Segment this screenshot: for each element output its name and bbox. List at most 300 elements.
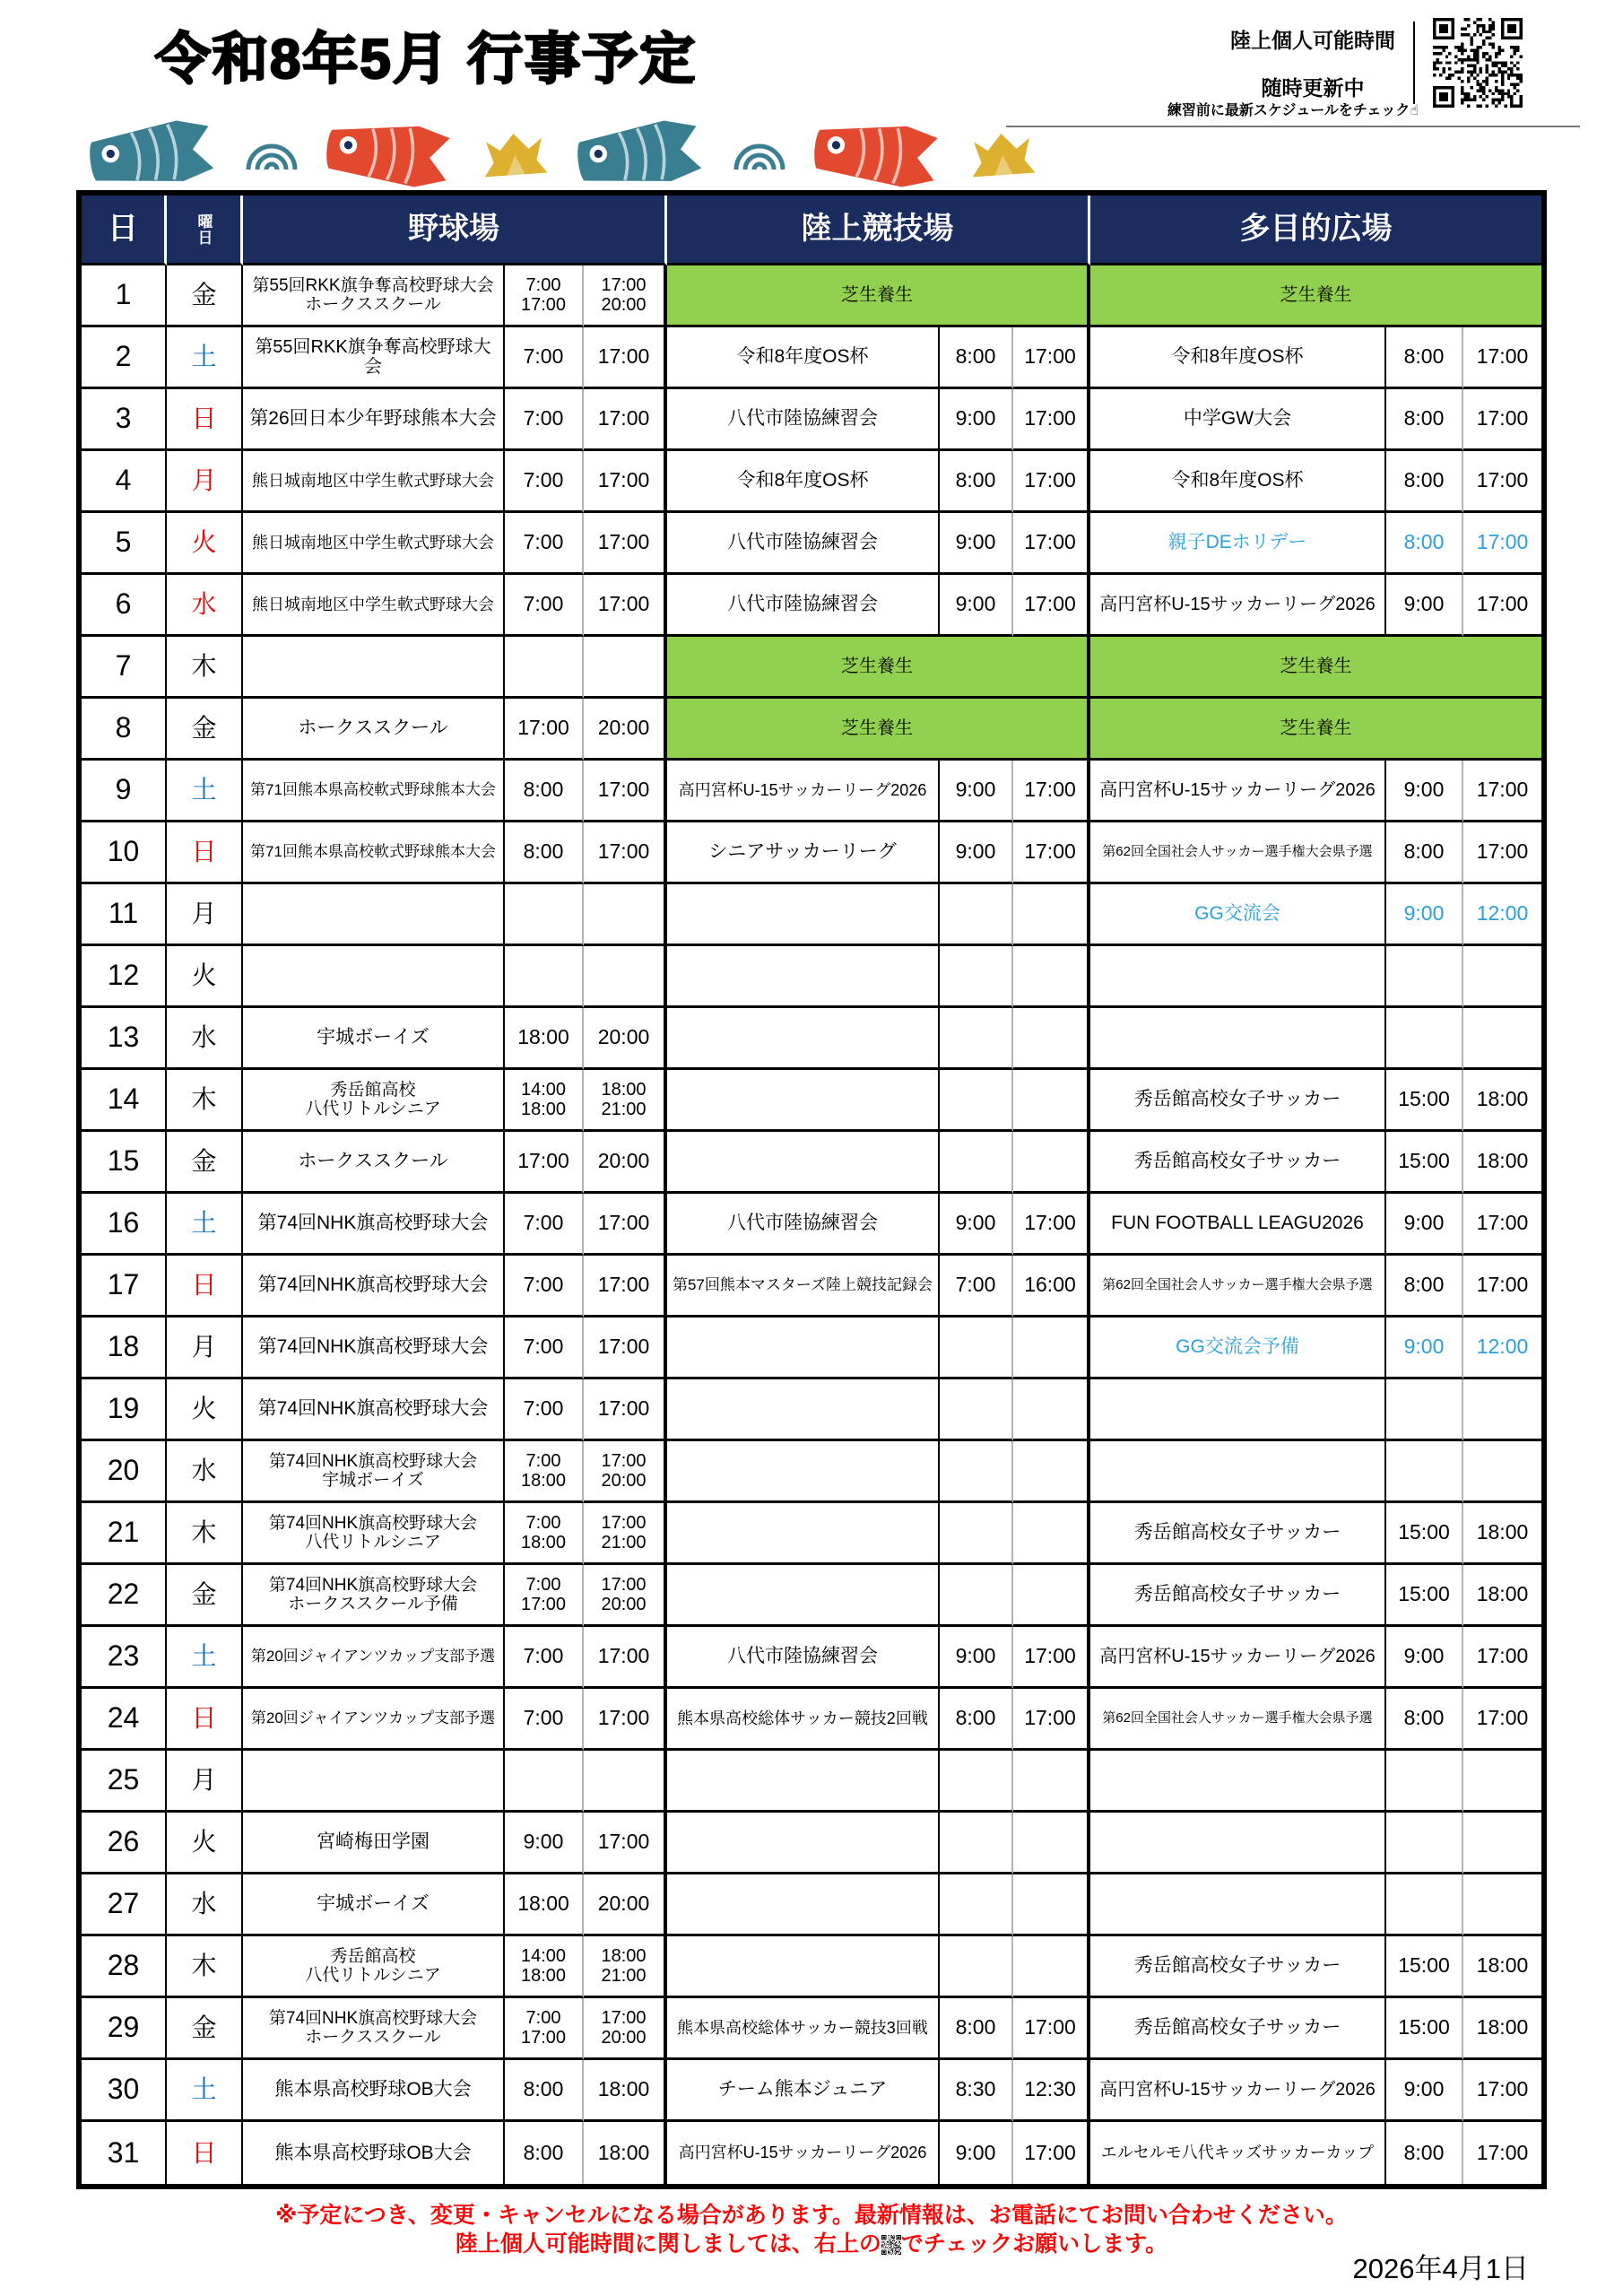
- end-time-cell: 18:00: [1463, 1132, 1541, 1194]
- date-cell: 26: [82, 1813, 167, 1874]
- end-time-cell: 18:00: [1463, 1070, 1541, 1132]
- start-time-cell: 7:00: [505, 575, 584, 637]
- start-time-cell: 8:00: [505, 2060, 584, 2122]
- start-time-cell: 9:00: [1386, 1318, 1463, 1379]
- event-cell: ホークススクール: [243, 699, 505, 761]
- event-cell: 高円宮杯U-15サッカーリーグ2026: [1090, 2060, 1386, 2122]
- event-cell: [667, 1132, 940, 1194]
- event-cell: 八代市陸協練習会: [667, 1627, 940, 1689]
- koinobori-decoration-row: [85, 120, 1036, 188]
- event-cell: 宇城ボーイズ: [243, 1008, 505, 1070]
- end-time-cell: [1013, 884, 1090, 946]
- turf-maintenance-cell: 芝生養生: [1090, 699, 1541, 761]
- event-cell: GG交流会: [1090, 884, 1386, 946]
- weekday-cell: 金: [167, 1132, 243, 1194]
- date-cell: 23: [82, 1627, 167, 1689]
- end-time-cell: 17:00: [584, 761, 667, 822]
- event-cell: 第20回ジャイアンツカップ支部予選: [243, 1627, 505, 1689]
- end-time-cell: 17:00: [1463, 2122, 1541, 2184]
- event-cell: 熊本県高校総体サッカー競技2回戦: [667, 1689, 940, 1751]
- event-cell: 令和8年度OS杯: [1090, 451, 1386, 513]
- date-cell: 20: [82, 1441, 167, 1503]
- column-header-athletics-stadium: 陸上競技場: [667, 196, 1090, 265]
- end-time-cell: 18:00 21:00: [584, 1070, 667, 1132]
- start-time-cell: 8:30: [940, 2060, 1013, 2122]
- end-time-cell: 18:00 21:00: [584, 1936, 667, 1998]
- date-cell: 30: [82, 2060, 167, 2122]
- event-cell: [1090, 1441, 1386, 1503]
- date-cell: 5: [82, 513, 167, 575]
- start-time-cell: 15:00: [1386, 1503, 1463, 1565]
- start-time-cell: 7:00: [505, 389, 584, 451]
- end-time-cell: [1013, 1318, 1090, 1379]
- start-time-cell: 15:00: [1386, 1565, 1463, 1627]
- start-time-cell: 7:00: [505, 1318, 584, 1379]
- koinobori-blue-icon: [569, 114, 711, 195]
- event-cell: 親子DEホリデー: [1090, 513, 1386, 575]
- start-time-cell: 9:00: [1386, 761, 1463, 822]
- end-time-cell: [1463, 946, 1541, 1008]
- event-cell: [1090, 1751, 1386, 1813]
- end-time-cell: [1013, 1379, 1090, 1441]
- date-cell: 22: [82, 1565, 167, 1627]
- event-cell: [243, 884, 505, 946]
- end-time-cell: [1013, 1936, 1090, 1998]
- end-time-cell: [1463, 1441, 1541, 1503]
- weekday-cell: 火: [167, 1813, 243, 1874]
- start-time-cell: 8:00: [940, 1689, 1013, 1751]
- event-cell: 令和8年度OS杯: [667, 327, 940, 389]
- end-time-cell: 17:00: [584, 1379, 667, 1441]
- event-cell: 第57回熊本マスターズ陸上競技記録会: [667, 1256, 940, 1318]
- start-time-cell: 7:00: [505, 1379, 584, 1441]
- event-cell: 令和8年度OS杯: [667, 451, 940, 513]
- event-cell: ホークススクール: [243, 1132, 505, 1194]
- seigaiha-wave-icon: [246, 132, 298, 177]
- column-header-baseball-field: 野球場: [243, 196, 667, 265]
- event-cell: 第74回NHK旗高校野球大会: [243, 1194, 505, 1256]
- qr-note: [1230, 24, 1395, 101]
- start-time-cell: 7:00: [505, 451, 584, 513]
- turf-maintenance-cell: 芝生養生: [667, 265, 1090, 327]
- end-time-cell: 17:00 21:00: [584, 1503, 667, 1565]
- end-time-cell: 17:00: [1463, 389, 1541, 451]
- event-cell: [667, 1503, 940, 1565]
- event-cell: 第62回全国社会人サッカー選手権大会県予選: [1090, 1689, 1386, 1751]
- turf-maintenance-cell: 芝生養生: [667, 637, 1090, 699]
- start-time-cell: 8:00: [1386, 2122, 1463, 2184]
- date-cell: 10: [82, 822, 167, 884]
- weekday-cell: 土: [167, 327, 243, 389]
- start-time-cell: [940, 1751, 1013, 1813]
- end-time-cell: 18:00: [1463, 1565, 1541, 1627]
- event-cell: 宮崎梅田学園: [243, 1813, 505, 1874]
- start-time-cell: 9:00: [940, 389, 1013, 451]
- event-cell: 八代市陸協練習会: [667, 1194, 940, 1256]
- qr-code-mini-icon: [881, 2235, 901, 2255]
- issued-date: 2026年4月1日: [1352, 2253, 1529, 2284]
- weekday-cell: 月: [167, 451, 243, 513]
- end-time-cell: 17:00: [1013, 761, 1090, 822]
- end-time-cell: 17:00: [584, 1318, 667, 1379]
- qr-info-block: [1230, 18, 1523, 108]
- date-cell: 19: [82, 1379, 167, 1441]
- end-time-cell: 17:00: [1013, 1998, 1090, 2060]
- koinobori-red-icon: [320, 117, 458, 193]
- start-time-cell: 7:00: [505, 513, 584, 575]
- event-cell: 第55回RKK旗争奪高校野球大会: [243, 327, 505, 389]
- end-time-cell: [1013, 1503, 1090, 1565]
- event-cell: 第74回NHK旗高校野球大会 ホークススクール予備: [243, 1565, 505, 1627]
- event-cell: エルセルモ八代キッズサッカーカップ: [1090, 2122, 1386, 2184]
- end-time-cell: 18:00: [1463, 1503, 1541, 1565]
- date-cell: 11: [82, 884, 167, 946]
- date-cell: 21: [82, 1503, 167, 1565]
- event-cell: [1090, 1874, 1386, 1936]
- start-time-cell: 7:00: [505, 327, 584, 389]
- event-cell: [667, 1379, 940, 1441]
- weekday-cell: 土: [167, 2060, 243, 2122]
- event-cell: 第74回NHK旗高校野球大会 ホークススクール: [243, 1998, 505, 2060]
- weekday-cell: 日: [167, 1256, 243, 1318]
- event-cell: [1090, 1379, 1386, 1441]
- end-time-cell: [584, 946, 667, 1008]
- start-time-cell: 9:00: [1386, 1627, 1463, 1689]
- weekday-cell: 火: [167, 1379, 243, 1441]
- end-time-cell: [1463, 1751, 1541, 1813]
- weekday-cell: 日: [167, 389, 243, 451]
- start-time-cell: 9:00: [940, 575, 1013, 637]
- end-time-cell: 17:00: [1463, 1194, 1541, 1256]
- event-cell: [667, 1813, 940, 1874]
- start-time-cell: 9:00: [940, 822, 1013, 884]
- start-time-cell: 8:00: [505, 761, 584, 822]
- end-time-cell: 17:00: [584, 1194, 667, 1256]
- start-time-cell: [940, 1318, 1013, 1379]
- start-time-cell: 15:00: [1386, 1132, 1463, 1194]
- start-time-cell: 7:00 18:00: [505, 1503, 584, 1565]
- end-time-cell: 17:00: [1013, 822, 1090, 884]
- start-time-cell: 9:00: [940, 1627, 1013, 1689]
- start-time-cell: 8:00: [1386, 1256, 1463, 1318]
- start-time-cell: 7:00 17:00: [505, 265, 584, 327]
- weekday-cell: 火: [167, 946, 243, 1008]
- end-time-cell: 17:00: [1013, 451, 1090, 513]
- end-time-cell: 17:00: [1013, 513, 1090, 575]
- event-cell: [667, 1751, 940, 1813]
- koinobori-blue-icon: [82, 114, 223, 195]
- end-time-cell: 17:00 20:00: [584, 1565, 667, 1627]
- end-time-cell: 17:00: [1463, 513, 1541, 575]
- event-cell: 八代市陸協練習会: [667, 575, 940, 637]
- date-cell: 25: [82, 1751, 167, 1813]
- weekday-cell: 火: [167, 513, 243, 575]
- event-cell: 八代市陸協練習会: [667, 389, 940, 451]
- end-time-cell: 17:00: [584, 1813, 667, 1874]
- end-time-cell: [584, 637, 667, 699]
- end-time-cell: 17:00: [1463, 822, 1541, 884]
- schedule-table: [76, 190, 1547, 2189]
- end-time-cell: [1013, 1565, 1090, 1627]
- start-time-cell: 9:00: [1386, 884, 1463, 946]
- qr-note-line2: 随時更新中: [1261, 76, 1365, 100]
- end-time-cell: 18:00: [584, 2122, 667, 2184]
- end-time-cell: [1463, 1874, 1541, 1936]
- end-time-cell: 17:00: [584, 1689, 667, 1751]
- end-time-cell: 17:00: [1463, 761, 1541, 822]
- start-time-cell: [1386, 946, 1463, 1008]
- start-time-cell: 17:00: [505, 1132, 584, 1194]
- turf-maintenance-cell: 芝生養生: [1090, 265, 1541, 327]
- weekday-cell: 木: [167, 1503, 243, 1565]
- event-cell: [667, 1565, 940, 1627]
- event-cell: FUN FOOTBALL LEAGU2026: [1090, 1194, 1386, 1256]
- event-cell: 第20回ジャイアンツカップ支部予選: [243, 1689, 505, 1751]
- start-time-cell: [940, 1503, 1013, 1565]
- event-cell: 秀岳館高校女子サッカー: [1090, 1503, 1386, 1565]
- start-time-cell: [505, 637, 584, 699]
- end-time-cell: 17:00: [1463, 1689, 1541, 1751]
- end-time-cell: 17:00 20:00: [584, 265, 667, 327]
- qr-note-line1: 陸上個人可能時間: [1230, 29, 1395, 52]
- date-cell: 4: [82, 451, 167, 513]
- start-time-cell: [940, 1379, 1013, 1441]
- kabuto-helmet-icon: [968, 128, 1037, 179]
- end-time-cell: 20:00: [584, 699, 667, 761]
- start-time-cell: [1386, 1008, 1463, 1070]
- start-time-cell: 9:00: [940, 1194, 1013, 1256]
- end-time-cell: 17:00: [1463, 575, 1541, 637]
- event-cell: 熊日城南地区中学生軟式野球大会: [243, 575, 505, 637]
- event-cell: [1090, 1813, 1386, 1874]
- weekday-cell: 水: [167, 575, 243, 637]
- start-time-cell: 8:00: [1386, 327, 1463, 389]
- event-cell: [667, 1318, 940, 1379]
- event-cell: 高円宮杯U-15サッカーリーグ2026: [667, 2122, 940, 2184]
- event-cell: 第55回RKK旗争奪高校野球大会 ホークススクール: [243, 265, 505, 327]
- weekday-cell: 金: [167, 1998, 243, 2060]
- date-cell: 16: [82, 1194, 167, 1256]
- event-cell: [243, 1751, 505, 1813]
- date-cell: 28: [82, 1936, 167, 1998]
- start-time-cell: 7:00: [505, 1689, 584, 1751]
- event-cell: 宇城ボーイズ: [243, 1874, 505, 1936]
- event-cell: 秀岳館高校女子サッカー: [1090, 1565, 1386, 1627]
- end-time-cell: [1463, 1813, 1541, 1874]
- event-cell: GG交流会予備: [1090, 1318, 1386, 1379]
- date-cell: 18: [82, 1318, 167, 1379]
- start-time-cell: 9:00: [505, 1813, 584, 1874]
- start-time-cell: 8:00: [505, 822, 584, 884]
- start-time-cell: [940, 1565, 1013, 1627]
- event-cell: [667, 946, 940, 1008]
- weekday-cell: 水: [167, 1008, 243, 1070]
- event-cell: 高円宮杯U-15サッカーリーグ2026: [1090, 575, 1386, 637]
- start-time-cell: [940, 1132, 1013, 1194]
- weekday-cell: 土: [167, 1194, 243, 1256]
- event-cell: 八代市陸協練習会: [667, 513, 940, 575]
- end-time-cell: 17:00: [584, 575, 667, 637]
- event-cell: 第74回NHK旗高校野球大会: [243, 1318, 505, 1379]
- kabuto-helmet-icon: [480, 128, 549, 179]
- start-time-cell: 9:00: [1386, 1194, 1463, 1256]
- event-cell: 中学GW大会: [1090, 389, 1386, 451]
- event-cell: 第71回熊本県高校軟式野球熊本大会: [243, 822, 505, 884]
- koinobori-red-icon: [809, 117, 947, 193]
- event-cell: 秀岳館高校 八代リトルシニア: [243, 1936, 505, 1998]
- event-cell: 第74回NHK旗高校野球大会 宇城ボーイズ: [243, 1441, 505, 1503]
- end-time-cell: [1463, 1008, 1541, 1070]
- end-time-cell: 17:00: [1013, 575, 1090, 637]
- start-time-cell: 15:00: [1386, 1998, 1463, 2060]
- weekday-cell: 土: [167, 1627, 243, 1689]
- qr-code-icon: [1433, 18, 1523, 108]
- date-cell: 29: [82, 1998, 167, 2060]
- weekday-cell: 木: [167, 1936, 243, 1998]
- start-time-cell: [940, 1070, 1013, 1132]
- date-cell: 27: [82, 1874, 167, 1936]
- event-cell: [1090, 946, 1386, 1008]
- start-time-cell: 9:00: [940, 513, 1013, 575]
- date-cell: 12: [82, 946, 167, 1008]
- start-time-cell: [505, 1751, 584, 1813]
- end-time-cell: 17:00: [1463, 2060, 1541, 2122]
- end-time-cell: 17:00: [1013, 327, 1090, 389]
- start-time-cell: [1386, 1751, 1463, 1813]
- event-cell: 熊本県高校野球OB大会: [243, 2060, 505, 2122]
- event-cell: 秀岳館高校女子サッカー: [1090, 1998, 1386, 2060]
- start-time-cell: [940, 1936, 1013, 1998]
- start-time-cell: 8:00: [940, 327, 1013, 389]
- start-time-cell: 7:00: [505, 1194, 584, 1256]
- end-time-cell: 17:00: [1013, 1194, 1090, 1256]
- end-time-cell: 17:00: [584, 1627, 667, 1689]
- start-time-cell: 14:00 18:00: [505, 1070, 584, 1132]
- weekday-cell: 月: [167, 884, 243, 946]
- column-header-multipurpose-plaza: 多目的広場: [1090, 196, 1541, 265]
- seigaiha-wave-icon: [733, 132, 785, 177]
- event-cell: 第62回全国社会人サッカー選手権大会県予選: [1090, 822, 1386, 884]
- end-time-cell: 17:00: [1013, 389, 1090, 451]
- event-cell: [667, 1008, 940, 1070]
- end-time-cell: 18:00: [584, 2060, 667, 2122]
- event-cell: 熊本県高校総体サッカー競技3回戦: [667, 1998, 940, 2060]
- start-time-cell: 9:00: [1386, 2060, 1463, 2122]
- event-cell: 第62回全国社会人サッカー選手権大会県予選: [1090, 1256, 1386, 1318]
- end-time-cell: [1013, 1070, 1090, 1132]
- end-time-cell: 17:00: [1013, 2122, 1090, 2184]
- event-cell: 秀岳館高校女子サッカー: [1090, 1070, 1386, 1132]
- end-time-cell: [1013, 1813, 1090, 1874]
- end-time-cell: 20:00: [584, 1874, 667, 1936]
- end-time-cell: 17:00 20:00: [584, 1441, 667, 1503]
- start-time-cell: 8:00: [940, 1998, 1013, 2060]
- end-time-cell: 18:00: [1463, 1998, 1541, 2060]
- event-cell: 熊本県高校野球OB大会: [243, 2122, 505, 2184]
- end-time-cell: 16:00: [1013, 1256, 1090, 1318]
- start-time-cell: 14:00 18:00: [505, 1936, 584, 1998]
- start-time-cell: 8:00: [505, 2122, 584, 2184]
- start-time-cell: 8:00: [1386, 389, 1463, 451]
- start-time-cell: 18:00: [505, 1008, 584, 1070]
- date-cell: 24: [82, 1689, 167, 1751]
- start-time-cell: [1386, 1813, 1463, 1874]
- turf-maintenance-cell: 芝生養生: [667, 699, 1090, 761]
- weekday-cell: 金: [167, 265, 243, 327]
- weekday-cell: 水: [167, 1441, 243, 1503]
- date-cell: 6: [82, 575, 167, 637]
- end-time-cell: [1463, 1379, 1541, 1441]
- event-cell: 秀岳館高校女子サッカー: [1090, 1132, 1386, 1194]
- start-time-cell: [940, 1874, 1013, 1936]
- start-time-cell: 7:00: [505, 1256, 584, 1318]
- footer-note-line2-post: でチェックお願いします。: [900, 2231, 1168, 2257]
- date-cell: 14: [82, 1070, 167, 1132]
- end-time-cell: 12:00: [1463, 884, 1541, 946]
- start-time-cell: [940, 884, 1013, 946]
- end-time-cell: 18:00: [1463, 1936, 1541, 1998]
- event-cell: 高円宮杯U-15サッカーリーグ2026: [667, 761, 940, 822]
- event-cell: 第26回日本少年野球熊本大会: [243, 389, 505, 451]
- start-time-cell: [940, 946, 1013, 1008]
- end-time-cell: 17:00: [1463, 327, 1541, 389]
- start-time-cell: 7:00: [505, 1627, 584, 1689]
- end-time-cell: [1013, 1008, 1090, 1070]
- weekday-cell: 月: [167, 1751, 243, 1813]
- event-cell: シニアサッカーリーグ: [667, 822, 940, 884]
- turf-maintenance-cell: 芝生養生: [1090, 637, 1541, 699]
- event-cell: 秀岳館高校女子サッカー: [1090, 1936, 1386, 1998]
- end-time-cell: 17:00: [584, 389, 667, 451]
- weekday-cell: 日: [167, 1689, 243, 1751]
- event-cell: 高円宮杯U-15サッカーリーグ2026: [1090, 761, 1386, 822]
- end-time-cell: [1013, 946, 1090, 1008]
- start-time-cell: [505, 946, 584, 1008]
- end-time-cell: 17:00: [584, 451, 667, 513]
- event-cell: 第71回熊本県高校軟式野球熊本大会: [243, 761, 505, 822]
- weekday-cell: 金: [167, 699, 243, 761]
- start-time-cell: [940, 1008, 1013, 1070]
- start-time-cell: 8:00: [1386, 513, 1463, 575]
- end-time-cell: 17:00: [1463, 1256, 1541, 1318]
- divider: [1413, 22, 1415, 104]
- end-time-cell: [584, 1751, 667, 1813]
- start-time-cell: 15:00: [1386, 1936, 1463, 1998]
- start-time-cell: [505, 884, 584, 946]
- start-time-cell: 9:00: [1386, 575, 1463, 637]
- end-time-cell: 17:00: [1013, 1689, 1090, 1751]
- date-cell: 13: [82, 1008, 167, 1070]
- date-cell: 3: [82, 389, 167, 451]
- start-time-cell: 17:00: [505, 699, 584, 761]
- date-cell: 9: [82, 761, 167, 822]
- end-time-cell: [1013, 1441, 1090, 1503]
- end-time-cell: 20:00: [584, 1132, 667, 1194]
- event-cell: 秀岳館高校 八代リトルシニア: [243, 1070, 505, 1132]
- end-time-cell: 12:30: [1013, 2060, 1090, 2122]
- start-time-cell: [940, 1441, 1013, 1503]
- event-cell: [667, 1874, 940, 1936]
- event-cell: [667, 1070, 940, 1132]
- end-time-cell: 17:00: [584, 513, 667, 575]
- qr-caption: 練習前に最新スケジュールをチェック☝: [1006, 99, 1580, 127]
- date-cell: 15: [82, 1132, 167, 1194]
- start-time-cell: [1386, 1874, 1463, 1936]
- start-time-cell: 18:00: [505, 1874, 584, 1936]
- end-time-cell: 17:00: [584, 1256, 667, 1318]
- footer-note-line1: ※予定につき、変更・キャンセルになる場合があります。最新情報は、お電話にてお問い合わせください。: [275, 2203, 1348, 2228]
- end-time-cell: 17:00 20:00: [584, 1998, 667, 2060]
